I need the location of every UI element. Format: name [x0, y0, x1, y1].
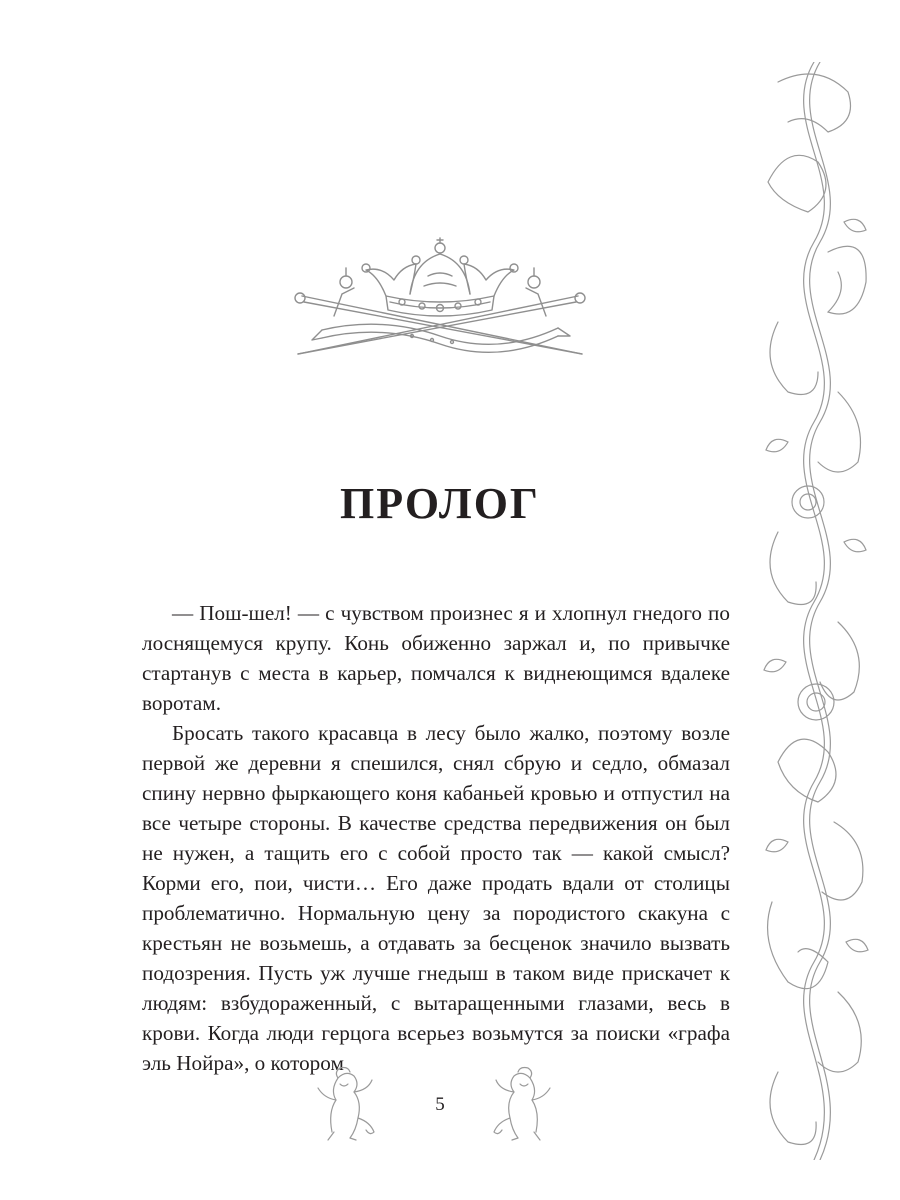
paragraph: Бросать такого красавца в лесу было жалко, поэтому возле первой же деревни я спешился, снял сбрую и седло, обмазал спину нервно фыркающего коня кабаньей кровью и отпустил на все четыре стороны. В качестве средства передвижения он был не нужен, а тащить его с собой просто так — какой смысл? Корми его, пои, чисти… Его даже продать вдали от столицы проблематично. Нормальную цену за породистого скакуна с крестьян не возьмешь, а отдавать за бесценок значило вызвать подозрения. Пусть уж лучше гнедыш в таком виде прискачет к людям: взбудораженный, с вытаращенными глазами, весь в крови. Когда люди герцога всерьез возьмутся за поиски «графа эль Нойра», о котором [142, 721, 730, 1075]
chapter-title: ПРОЛОГ [340, 479, 540, 528]
rampant-lion-icon [488, 1062, 558, 1142]
paragraph: — Пош-шел! — с чувством произнес я и хлопнул гнедого по лоснящемуся крупу. Конь обиженно заржал и, по привычке стартанув с места в карьер, помчался к виднеющимся вдалеке воротам. [142, 601, 730, 715]
body-text [142, 598, 730, 1078]
page-number: 5 [435, 1094, 445, 1115]
rampant-lion-icon [310, 1062, 380, 1142]
floral-border-ornament [758, 62, 870, 1160]
crown-crossed-swords-icon [282, 236, 598, 364]
